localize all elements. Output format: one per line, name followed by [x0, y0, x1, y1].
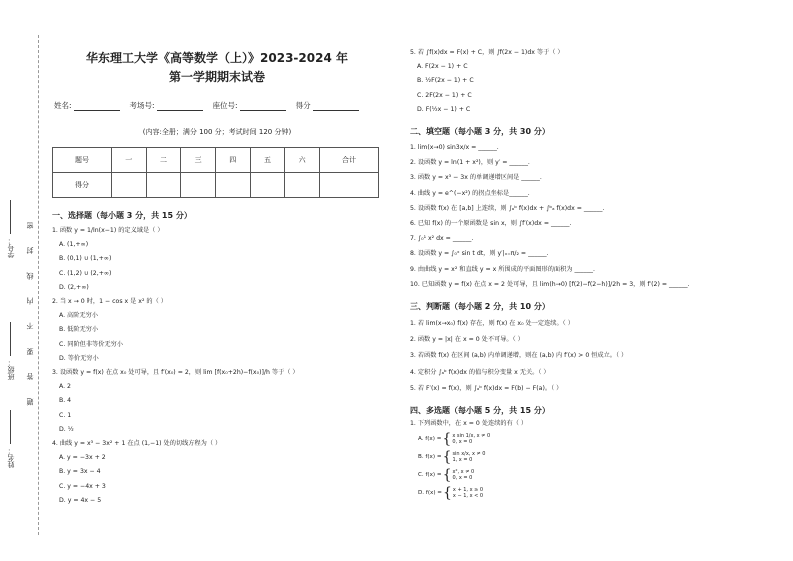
score-table-score-row: 得分 — [53, 173, 379, 198]
exam-title-line2: 第一学期期末试卷 — [168, 70, 265, 84]
info-score: 得分 — [296, 100, 359, 111]
option: A. y = −3x + 2 — [59, 454, 106, 462]
binding-line — [38, 35, 39, 535]
judge-item: 1. 若 lim(x→x₀) f(x) 存在，则 f(x) 在 x₀ 处一定连续。（ ） — [410, 320, 574, 328]
judge-item: 5. 若 F′(x) = f(x)，则 ∫ₐᵇ f(x)dx = F(b) − F(a)。（ ） — [410, 384, 563, 392]
multi-option: B. f(x) = { sin x/x, x ≠ 0 1, x = 0 — [418, 449, 486, 466]
judge-item: 2. 函数 y = |x| 在 x = 0 处不可导。（ ） — [410, 336, 524, 344]
option: C. y = −4x + 3 — [59, 482, 106, 490]
option: B. y = 3x − 4 — [59, 468, 101, 476]
fill-item: 2. 设函数 y = ln(1 + x²)，则 y′ = ______. — [410, 159, 530, 167]
section2-title: 二、填空题（每小题 3 分，共 30 分） — [410, 127, 550, 137]
score-cell[interactable] — [146, 173, 181, 198]
fill-item: 8. 设函数 y = ∫₀ˣ sin t dt，则 y′|ₓ₌π/₂ = ______. — [410, 250, 549, 258]
score-cell[interactable] — [285, 173, 320, 198]
question: 2. 当 x → 0 时，1 − cos x 是 x² 的（ ） — [52, 298, 167, 306]
option: C. 1 — [59, 411, 72, 419]
exam-room-blank[interactable] — [157, 103, 203, 111]
score-cell[interactable] — [215, 173, 250, 198]
info-seat: 座位号: — [213, 100, 286, 111]
question: 3. 设函数 y = f(x) 在点 x₀ 处可导，且 f′(x₀) = 2，则 lim [f(x₀+2h)−f(x₀)]/h 等于（ ） — [52, 369, 299, 377]
option: B. 4 — [59, 397, 72, 405]
fill-item: 1. lim(x→0) sin3x/x = ______. — [410, 144, 499, 152]
fill-item: 3. 函数 y = x³ − 3x 的单调递增区间是 ______. — [410, 174, 542, 182]
option: A. 2 — [59, 383, 71, 391]
score-blank[interactable] — [313, 103, 359, 111]
left-column — [52, 48, 382, 505]
right-column — [410, 48, 770, 500]
name-blank[interactable] — [74, 103, 120, 111]
student-id-label: 学号： — [7, 237, 15, 258]
option: C. (1,2) ∪ (2,+∞) — [59, 269, 112, 277]
score-table-header-row: 题号 一 二 三 四 五 六 合计 — [53, 148, 379, 173]
exam-note: (内容:全册；满分 100 分；考试时间 120 分钟) — [142, 128, 292, 136]
section3-title: 三、判断题（每小题 2 分，共 10 分） — [410, 302, 550, 312]
fill-item: 5. 设函数 f(x) 在 [a,b] 上连续，则 ∫ₐᵇ f(x)dx + ∫ᵇₐ f(x)dx = ______. — [410, 204, 605, 212]
info-name: 姓名: — [54, 100, 120, 111]
option: B. ½F(2x − 1) + C — [417, 77, 474, 85]
exam-title-line1: 华东理工大学《高等数学（上）》2023-2024 年 — [86, 51, 348, 65]
multi-option: D. f(x) = { x + 1, x ≥ 0 x − 1, x < 0 — [418, 485, 484, 502]
option: D. y = 4x − 5 — [59, 496, 102, 504]
class-label: 班级： — [7, 359, 15, 380]
brace-icon: { — [442, 485, 452, 502]
fill-item: 7. ∫₀¹ x² dx = ______. — [410, 235, 474, 243]
score-cell[interactable] — [111, 173, 146, 198]
fill-in-list — [410, 143, 770, 289]
score-cell[interactable] — [181, 173, 216, 198]
student-id-field — [6, 200, 16, 258]
option: D. (2,+∞) — [59, 283, 89, 291]
option: B. 低阶无穷小 — [59, 326, 99, 334]
seat-blank[interactable] — [240, 103, 286, 111]
fill-item: 9. 由曲线 y = x² 和直线 y = x 所围成的平面图形的面积为 ______. — [410, 265, 595, 273]
option: C. 同阶但非等价无穷小 — [59, 340, 123, 348]
class-field — [6, 322, 16, 380]
question: 5. 若 ∫f(x)dx = F(x) + C，则 ∫f(2x − 1)dx 等于（ ） — [410, 49, 564, 56]
judge-item: 4. 定积分 ∫ₐᵇ f(x)dx 的值与积分变量 x 无关。（ ） — [410, 368, 550, 376]
multi-option: C. f(x) = { x², x ≠ 0 0, x = 0 — [418, 467, 475, 484]
question: 1. 下列函数中，在 x = 0 处连续的有（ ） — [410, 420, 528, 428]
brace-icon: { — [442, 467, 452, 484]
option: D. 等价无穷小 — [59, 354, 99, 362]
section1-title: 一、选择题（每小题 3 分，共 15 分） — [52, 211, 192, 220]
score-cell[interactable] — [250, 173, 285, 198]
fill-item: 6. 已知 f(x) 的一个原函数是 sin x，则 ∫f′(x)dx = ______. — [410, 220, 572, 228]
fill-item: 10. 已知函数 y = f(x) 在点 x = 2 处可导，且 lim(h→0) [f(2)−f(2−h)]/2h = 3，则 f′(2) = ______. — [410, 280, 690, 288]
option: D. F(½x − 1) + C — [417, 105, 471, 113]
brace-icon: { — [442, 431, 452, 448]
question: 1. 函数 y = 1/ln(x−1) 的定义域是（ ） — [52, 227, 164, 234]
info-exam-room: 考场号: — [130, 100, 203, 111]
judge-item: 3. 若函数 f(x) 在区间 (a,b) 内单调递增，则在 (a,b) 内 f′(x) > 0 恒成立。（ ） — [410, 352, 628, 360]
section4-title: 四、多选题（每小题 5 分，共 15 分） — [410, 406, 550, 416]
seal-line-text: 题 答 要 不 内 线 封 密 — [26, 214, 34, 406]
option: A. F(2x − 1) + C — [417, 63, 468, 71]
option: A. 高阶无穷小 — [59, 312, 98, 320]
score-cell[interactable] — [319, 173, 378, 198]
question: 4. 曲线 y = x³ − 3x² + 1 在点 (1,−1) 处的切线方程为（ ） — [52, 440, 222, 448]
option: A. (1,+∞) — [59, 241, 89, 249]
option: D. ½ — [59, 425, 74, 433]
fill-item: 4. 曲线 y = e^(−x²) 的拐点坐标是______. — [410, 189, 530, 197]
score-table — [52, 147, 379, 198]
true-false-list — [410, 319, 770, 393]
option: C. 2F(2x − 1) + C — [417, 91, 472, 99]
name-label: 姓名： — [7, 447, 15, 468]
brace-icon: { — [442, 449, 452, 466]
student-info-row — [52, 100, 382, 111]
multi-option: A. f(x) = { x sin 1/x, x ≠ 0 0, x = 0 — [418, 431, 491, 448]
option: B. (0,1) ∪ (1,+∞) — [59, 255, 112, 263]
name-field — [6, 410, 16, 468]
